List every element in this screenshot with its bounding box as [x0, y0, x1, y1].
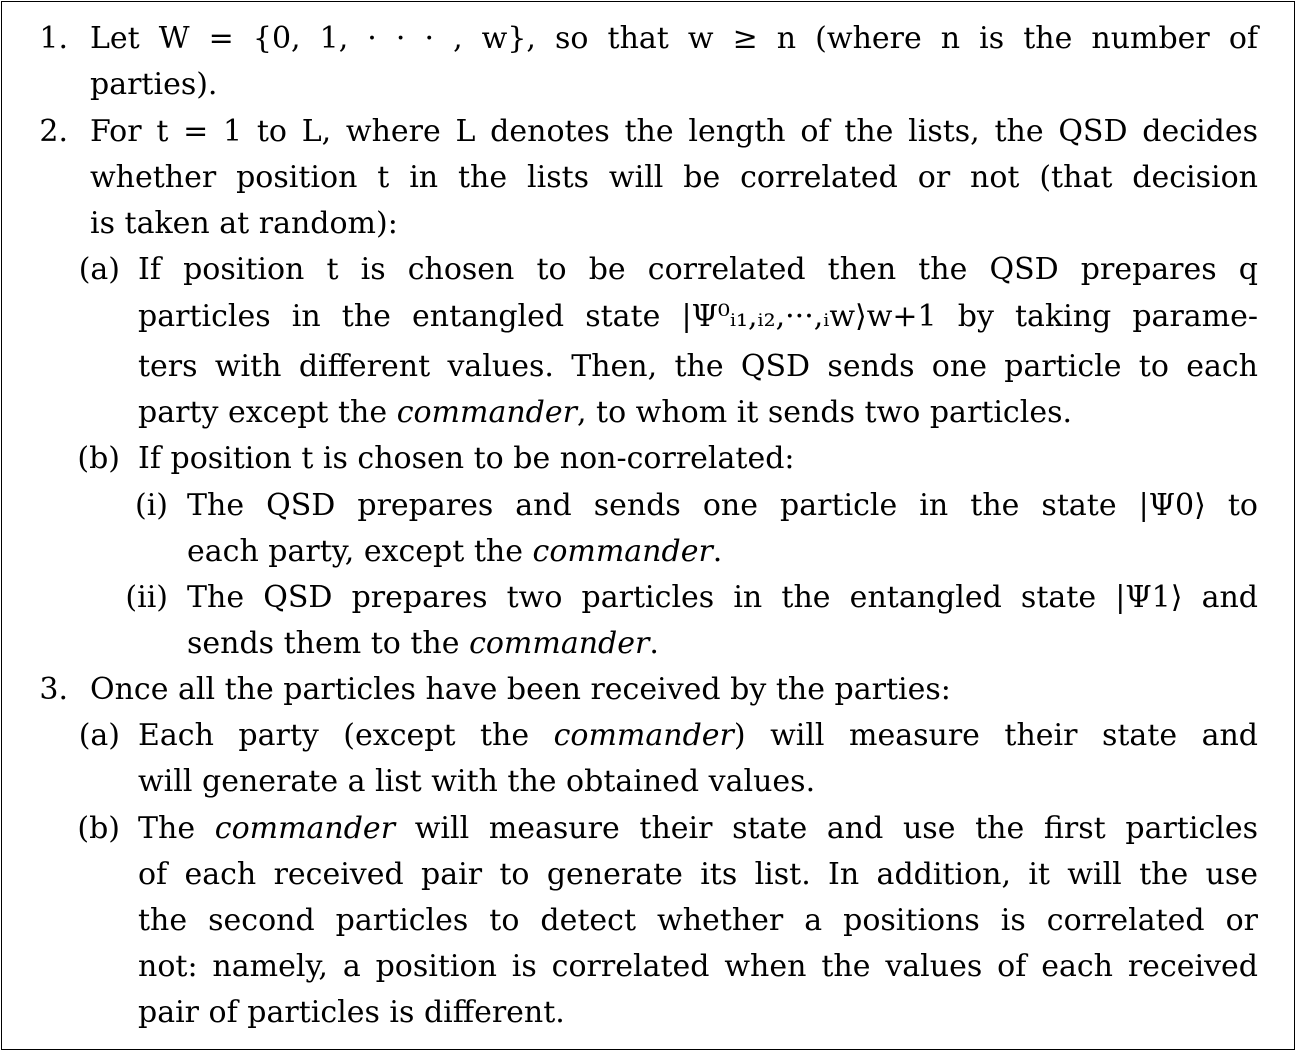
- step-2a-line-4-em: commander: [396, 395, 577, 430]
- step-2a-line-4-pre: party except the: [138, 395, 388, 430]
- step-2b-i-line-2: [187, 529, 722, 575]
- step-2b-ii-line-2: [187, 621, 659, 667]
- step-3b-line-1-pre: The: [138, 811, 196, 846]
- step-3b-line-3: the second particles to detect whether a positions is correlated or: [138, 903, 1258, 938]
- step-3a-line-1-post: ) will measure their state and: [733, 718, 1258, 753]
- entangled-state-formula: |Ψ⁰ᵢ₁,ᵢ₂,···,ᵢw⟩w+1: [681, 299, 937, 334]
- step-2b-ii-line-2-post: .: [649, 626, 659, 661]
- step-3-label: 3.: [39, 672, 68, 707]
- step-2a-line-3: ters with different values. Then, the QSD sends one particle to each: [138, 349, 1258, 384]
- step-2b-i-line-2-pre: each party, except the: [187, 534, 523, 569]
- step-2a-label: (a): [78, 252, 120, 287]
- step-2b-ii-line-2-em: commander: [469, 626, 650, 661]
- step-2b-label: (b): [77, 441, 120, 476]
- step-3-line-1: Once all the particles have been received by the parties:: [90, 672, 951, 707]
- step-3b-line-5: pair of particles is different.: [138, 995, 565, 1030]
- step-3b-line-1-em: commander: [214, 811, 396, 846]
- step-2b-ii-line-1: The QSD prepares two particles in the entangled state |Ψ1⟩ and: [187, 580, 1258, 615]
- step-3b-line-4: not: namely, a position is correlated when the values of each received: [138, 949, 1258, 984]
- step-1-line-1: Let W = {0, 1, · · · , w}, so that w ≥ n (where n is the number of: [90, 21, 1258, 56]
- step-2b-i-line-1: The QSD prepares and sends one particle in the state |Ψ0⟩ to: [187, 488, 1258, 523]
- step-3a-line-2: will generate a list with the obtained values.: [138, 764, 816, 799]
- step-3a-line-1-pre: Each party (except the: [138, 718, 530, 753]
- step-3a-line-1: [138, 713, 1258, 759]
- step-2-line-2: whether position t in the lists will be correlated or not (that decision: [90, 160, 1258, 195]
- step-3b-label: (b): [77, 811, 120, 846]
- step-3a-line-1-em: commander: [553, 718, 734, 753]
- step-2a-line-4-post: , to whom it sends two particles.: [576, 395, 1073, 430]
- step-1-label: 1.: [39, 21, 68, 56]
- step-2-line-1: For t = 1 to L, where L denotes the length of the lists, the QSD decides: [90, 114, 1258, 149]
- step-3b-line-2: of each received pair to generate its list. In addition, it will the use: [138, 857, 1258, 892]
- step-2a-line-2-post: by taking parame-: [957, 299, 1259, 334]
- step-2-line-3: is taken at random):: [90, 206, 398, 241]
- step-2a-line-2-pre: particles in the entangled state: [138, 299, 661, 334]
- step-2b-i-line-2-post: .: [712, 534, 723, 569]
- step-2a-line-1: If position t is chosen to be correlated then the QSD prepares q: [138, 252, 1258, 287]
- step-2b-i-label: (i): [134, 488, 168, 523]
- step-2b-line-1: If position t is chosen to be non-correlated:: [138, 441, 795, 476]
- step-3b-line-1-post: will measure their state and use the first particles: [414, 811, 1258, 846]
- step-1-line-2: parties).: [90, 67, 218, 102]
- step-2a-line-2: [138, 294, 1258, 340]
- step-2-label: 2.: [39, 114, 68, 149]
- step-2b-ii-line-2-pre: sends them to the: [187, 626, 460, 661]
- step-2b-ii-label: (ii): [125, 580, 168, 615]
- step-3a-label: (a): [78, 718, 120, 753]
- step-2b-i-line-2-em: commander: [532, 534, 713, 569]
- step-3b-line-1: [138, 806, 1258, 852]
- step-2a-line-4: [138, 390, 1072, 436]
